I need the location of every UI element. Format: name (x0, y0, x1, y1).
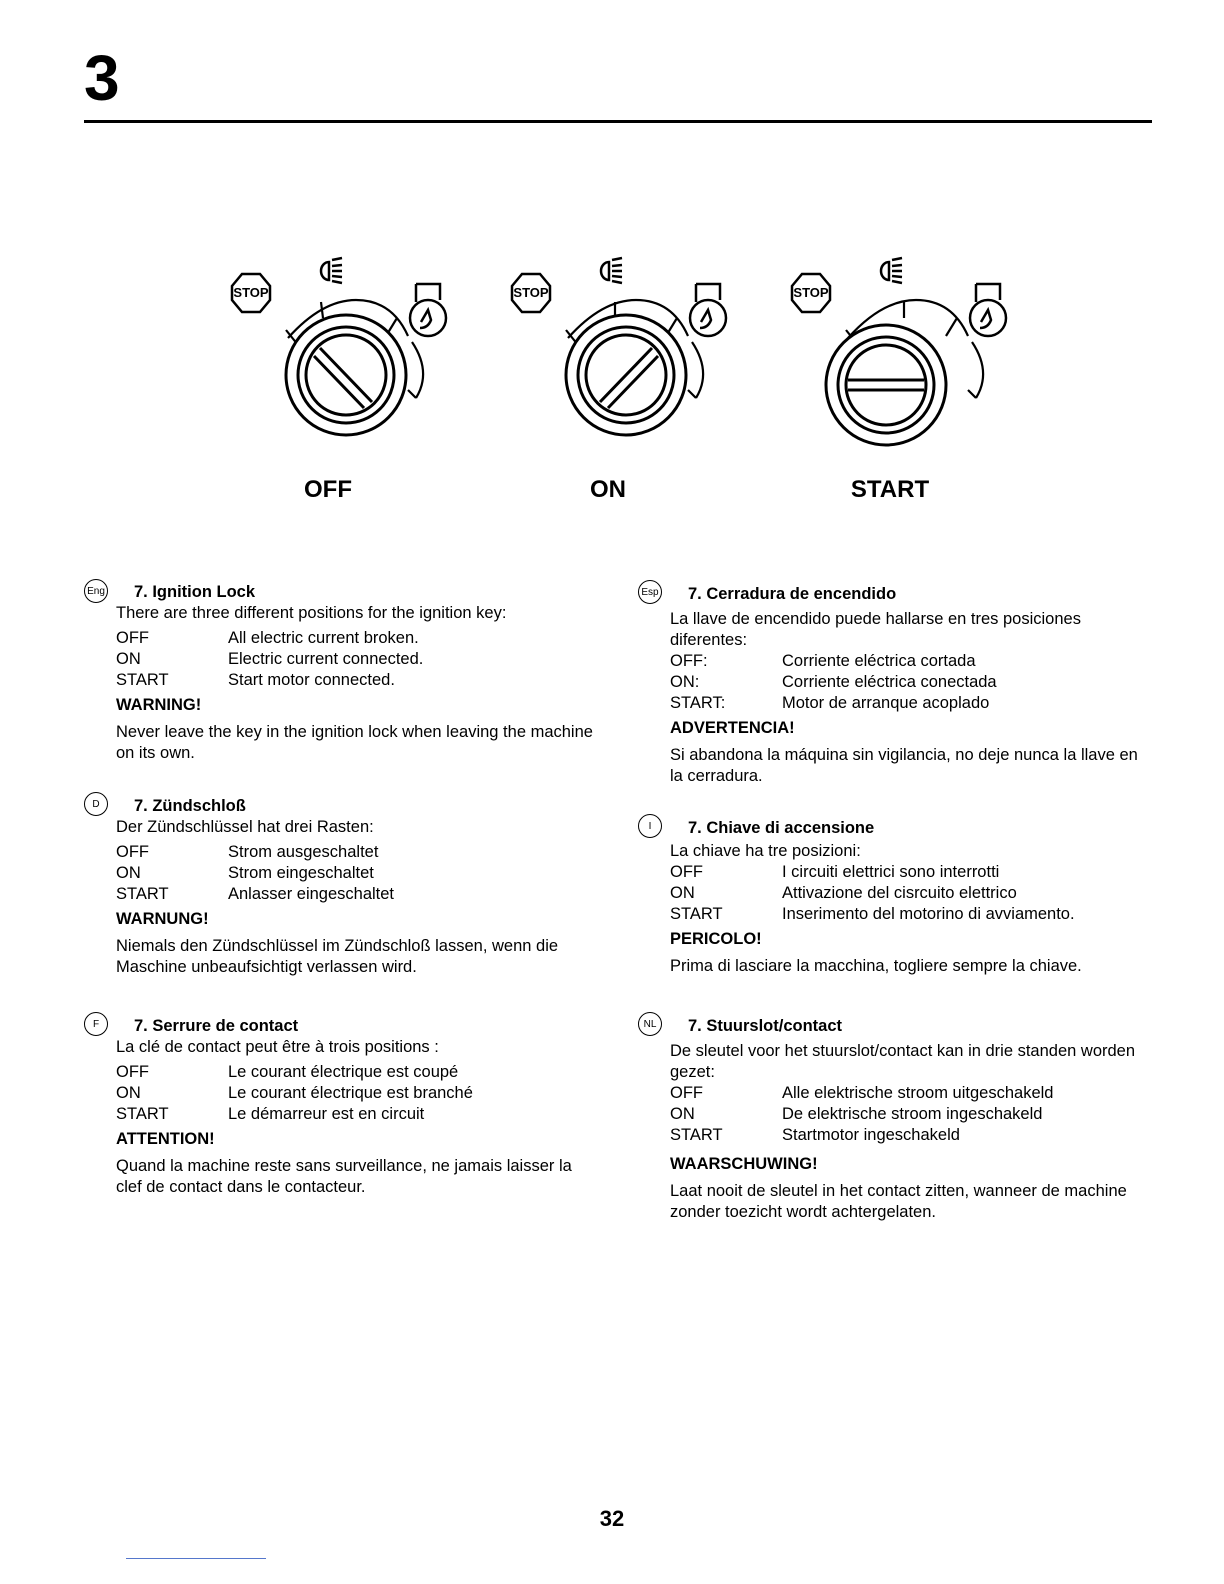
headlight-icon (881, 258, 902, 283)
warning-title: ADVERTENCIA! (670, 719, 795, 737)
stop-label: STOP (793, 285, 829, 300)
section-english (116, 582, 596, 764)
position-row: ON Electric current connected. (116, 650, 424, 668)
language-badge-nl: NL (638, 1012, 662, 1036)
section-title: 7. Serrure de contact (134, 1017, 299, 1035)
chapter-number: 3 (84, 42, 120, 114)
glow-plug-icon (690, 284, 726, 336)
position-row: ON Strom eingeschaltet (116, 864, 374, 882)
footer-line (126, 1558, 266, 1559)
position-row: ON Attivazione del cisrcuito elettrico (670, 884, 1017, 902)
position-row: START Le démarreur est en circuit (116, 1105, 425, 1123)
position-row: START: Motor de arranque acoplado (670, 694, 990, 712)
stop-label: STOP (233, 285, 269, 300)
section-title: 7. Stuurslot/contact (688, 1017, 843, 1035)
warning-text: Quand la machine reste sans surveillance, ne jamais laisser la clef de contact dans le contacteur. (116, 1157, 572, 1196)
language-badge-fr: F (84, 1012, 108, 1036)
header-rule (84, 120, 1152, 123)
position-row: OFF All electric current broken. (116, 629, 419, 647)
section-title: 7. Zündschloß (134, 797, 246, 815)
position-row: ON Le courant électrique est branché (116, 1084, 473, 1102)
position-row: START Startmotor ingeschakeld (670, 1126, 960, 1144)
position-row: OFF: Corriente eléctrica cortada (670, 652, 976, 670)
section-intro: There are three different positions for the ignition key: (116, 604, 507, 622)
section-intro: Der Zündschlüssel hat drei Rasten: (116, 818, 374, 836)
language-badge-en: Eng (84, 579, 108, 603)
section-spanish (670, 584, 1146, 787)
stop-icon (792, 274, 830, 312)
glow-plug-icon (970, 284, 1006, 336)
headlight-icon (321, 258, 342, 283)
position-row: OFF I circuiti elettrici sono interrotti (670, 863, 1000, 881)
section-french (116, 1016, 596, 1198)
position-label-on: ON (590, 476, 626, 503)
language-badge-de: D (84, 792, 108, 816)
position-label-start: START (850, 476, 930, 503)
warning-text: Laat nooit de sleutel in het contact zitten, wanneer de machine zonder toezicht wordt achtergelaten. (670, 1182, 1127, 1221)
position-row: ON: Corriente eléctrica conectada (670, 673, 997, 691)
section-dutch (670, 1016, 1146, 1223)
warning-title: WARNING! (116, 696, 202, 714)
position-row: START Inserimento del motorino di avviamento. (670, 905, 1075, 923)
warning-text: Niemals den Zündschlüssel im Zündschloß lassen, wenn die Maschine unbeaufsichtigt verlassen wird. (116, 937, 559, 976)
warning-title: WAARSCHUWING! (670, 1155, 818, 1173)
warning-text: Prima di lasciare la macchina, togliere sempre la chiave. (670, 957, 1082, 975)
position-label-off: OFF (304, 476, 352, 503)
headlight-icon (601, 258, 622, 283)
section-title: 7. Cerradura de encendido (688, 585, 897, 603)
stop-icon (232, 274, 270, 312)
language-badge-es: Esp (638, 580, 662, 604)
section-intro: La llave de encendido puede hallarse en tres posiciones diferentes: (670, 610, 1081, 649)
section-intro: De sleutel voor het stuurslot/contact kan in drie standen worden gezet: (670, 1042, 1136, 1081)
section-title: 7. Chiave di accensione (688, 819, 875, 837)
position-row: OFF Alle elektrische stroom uitgeschakeld (670, 1084, 1054, 1102)
stop-icon (512, 274, 550, 312)
section-italian (670, 818, 1146, 977)
warning-title: WARNUNG! (116, 910, 209, 928)
glow-plug-icon (410, 284, 446, 336)
warning-title: ATTENTION! (116, 1130, 215, 1148)
warning-text: Si abandona la máquina sin vigilancia, no deje nunca la llave en la cerradura. (670, 746, 1138, 785)
position-row: OFF Strom ausgeschaltet (116, 843, 379, 861)
warning-title: PERICOLO! (670, 930, 762, 948)
section-german (116, 796, 596, 978)
ignition-diagram-off (216, 250, 476, 460)
stop-label: STOP (513, 285, 549, 300)
ignition-diagram-on (496, 250, 756, 460)
position-row: START Start motor connected. (116, 671, 395, 689)
position-row: START Anlasser eingeschaltet (116, 885, 395, 903)
section-title: 7. Ignition Lock (134, 583, 256, 601)
section-intro: La clé de contact peut être à trois positions : (116, 1038, 439, 1056)
language-badge-it: I (638, 814, 662, 838)
ignition-diagram-start (776, 250, 1036, 460)
section-intro: La chiave ha tre posizioni: (670, 842, 861, 860)
page-number: 32 (599, 1506, 625, 1531)
warning-text: Never leave the key in the ignition lock when leaving the machine on its own. (116, 723, 593, 762)
position-row: OFF Le courant électrique est coupé (116, 1063, 459, 1081)
position-row: ON De elektrische stroom ingeschakeld (670, 1105, 1043, 1123)
